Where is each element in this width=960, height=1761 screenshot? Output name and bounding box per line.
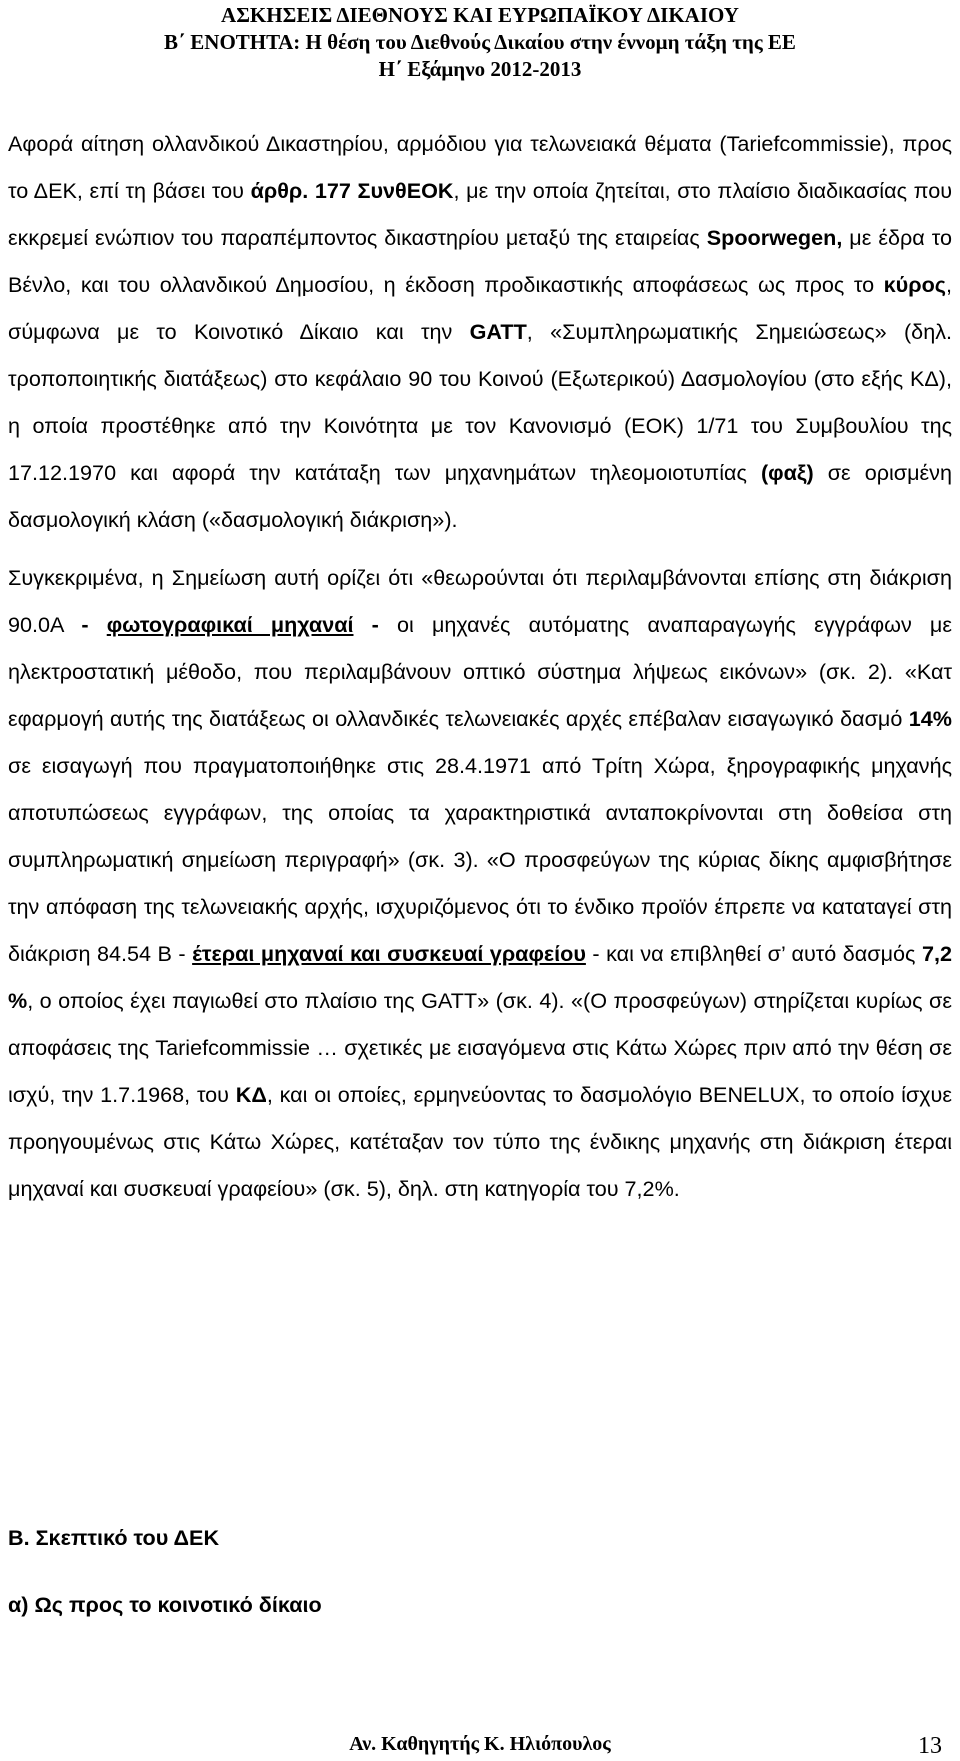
paragraph-2: [8, 554, 952, 1212]
bold-run: (φαξ): [760, 460, 814, 485]
footer-author: Αν. Καθηγητής Κ. Ηλιόπουλος: [349, 1733, 611, 1755]
bold-run: ΚΔ: [235, 1082, 267, 1107]
text-run: , και οι οποίες, ερμηνεύοντας το δασμολόγιο BENELUX, το οποίο ίσχυε προηγουμένως στις Κάτω Χώρες, κατέταξαν τον τύπο της ένδικης μηχανής στη διάκριση έτεραι μηχαναί και συσκευαί γραφείου» (σκ. 5), δηλ. στη κατηγορία του 7,2%.: [8, 1082, 952, 1201]
subsection-heading-a: α) Ως προς το κοινοτικό δίκαιο: [8, 1592, 322, 1617]
text-run: οι μηχανές αυτόματης αναπαραγωγής εγγράφων με ηλεκτροστατική μέθοδο, που περιλαμβάνουν οπτικό σύστημα λήψεως εικόνων» (σκ. 2). «Κατ εφαρμογή αυτής της διατάξεως οι ολλανδικές τελωνειακές αρχές επέβαλαν εισαγωγικό δασμό: [8, 612, 952, 731]
bold-run: άρθρ. 177 ΣυνθΕΟΚ: [250, 178, 454, 203]
bold-run: κύρος: [883, 272, 946, 297]
text-run: σε ορισμένη δασμολογική κλάση («δασμολογική διάκριση»).: [8, 460, 952, 532]
text-run: - και να επιβληθεί σ’ αυτό δασμός: [585, 941, 922, 966]
bold-run: 7,2 %: [8, 941, 952, 1013]
paragraph-1: [8, 120, 952, 543]
page-number: 13: [918, 1733, 942, 1759]
text-run: , σύμφωνα με το Κοινοτικό Δίκαιο και την: [8, 272, 952, 344]
text-run: σε εισαγωγή που πραγματοποιήθηκε στις 28.4.1971 από Τρίτη Χώρα, ξηρογραφικής μηχανής αποτυπώσεως εγγράφων, της οποίας τα χαρακτηριστικά ανταποκρίνονται στη δοθείσα στη συμπληρωματική σημείωση περιγραφή» (σκ. 3). «Ο προσφεύγων της κύριας δίκης αμφισβήτησε την απόφαση της τελωνειακής αρχής, ισχυριζόμενος ότι το ένδικο προϊόν έπρεπε να καταταγεί στη διάκριση 84.54 Β -: [8, 753, 952, 966]
text-run: Αφορά αίτηση ολλανδικού Δικαστηρίου, αρμόδιου για τελωνειακά θέματα (Tariefcommissie), προς το ΔΕΚ, επί τη βάσει του: [8, 131, 952, 203]
header-semester: Η΄ Εξάμηνο 2012-2013: [378, 57, 582, 81]
bold-run: GATT: [469, 319, 527, 344]
bold-run: 14%: [908, 706, 952, 731]
page-header: [0, 2, 960, 83]
text-run: , «Συμπληρωματικής Σημειώσεως» (δηλ. τροποποιητικής διατάξεως) στο κεφάλαιο 90 του Κοινού (Εξωτερικού) Δασμολογίου (στο εξής ΚΔ), η οποία προστέθηκε από την Κοινότητα με τον Κανονισμό (ΕΟΚ) 1/71 του Συμβουλίου της 17.12.1970 και αφορά την κατάταξη των μηχανημάτων τηλεομοιοτυπίας: [8, 319, 953, 485]
text-run: , ο οποίος έχει παγιωθεί στο πλαίσιο της GATT» (σκ. 4). «(Ο προσφεύγων) στηρίζεται κυρίως σε αποφάσεις της Tariefcommissie … σχετικές με εισαγόμενα στις Κάτω Χώρες πριν από την θέση σε ισχύ, την 1.7.1968, του: [8, 988, 952, 1107]
header-course-title: ΑΣΚΗΣΕΙΣ ΔΙΕΘΝΟΥΣ ΚΑΙ ΕΥΡΩΠΑΪΚΟΥ ΔΙΚΑΙΟΥ: [221, 3, 739, 27]
bold-run: -: [353, 612, 379, 637]
text-run: με έδρα το Βένλο, και του ολλανδικού Δημοσίου, η έκδοση προδικαστικής αποφάσεως ως προς το: [8, 225, 952, 297]
text-run: , με την οποία ζητείται, στο πλαίσιο διαδικασίας που εκκρεμεί ενώπιον του παραπέμποντος δικαστηρίου μεταξύ της εταιρείας: [8, 178, 953, 250]
bold-run: -: [81, 612, 107, 637]
bold-run: Spoorwegen,: [706, 225, 843, 250]
text-run: Συγκεκριμένα, η Σημείωση αυτή ορίζει ότι «θεωρούνται ότι περιλαμβάνονται επίσης στη διάκριση 90.0Α: [8, 565, 952, 637]
bold-underlined-run: φωτογραφικαί μηχαναί: [106, 612, 354, 637]
bold-underlined-run: έτεραι μηχαναί και συσκευαί γραφείου: [192, 941, 586, 966]
body-text: [8, 120, 952, 1212]
header-section-title: Β΄ ΕΝΟΤΗΤΑ: Η θέση του Διεθνούς Δικαίου στην έννομη τάξη της ΕΕ: [164, 30, 796, 54]
section-heading-b: Β. Σκεπτικό του ΔΕΚ: [8, 1525, 220, 1550]
